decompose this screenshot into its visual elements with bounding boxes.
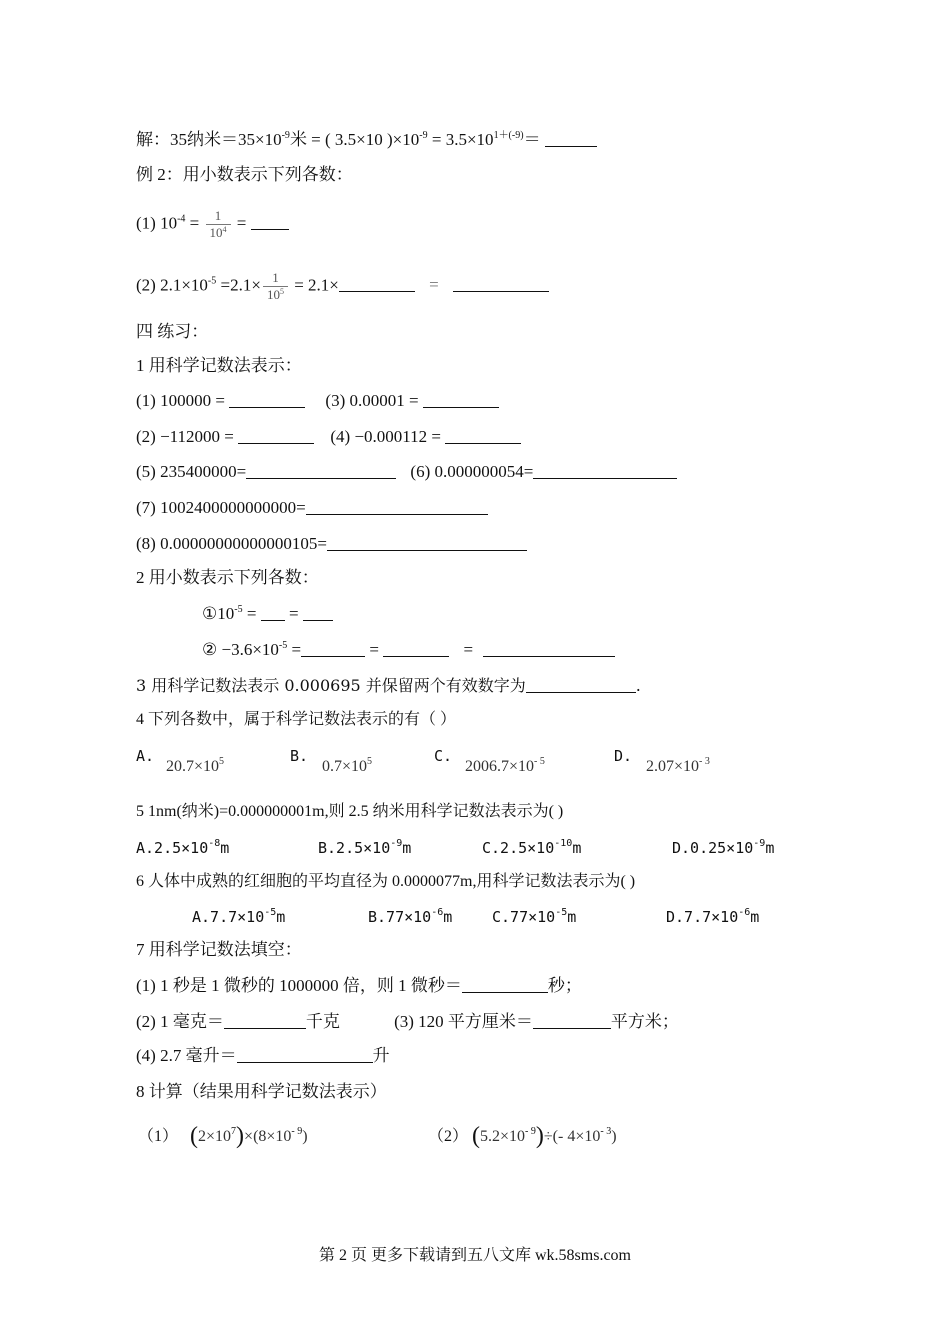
problem1-row3: (5) 235400000= (6) 0.000000054= [136, 462, 677, 482]
answer-blank[interactable] [303, 604, 333, 621]
problem7-item23: (2) 1 毫克＝ 千克 (3) 120 平方厘米＝ 平方米； [136, 1012, 679, 1031]
section-title: 四 练习： [136, 322, 209, 341]
problem1-title: 1 用科学记数法表示： [136, 356, 302, 375]
option-b: $0.7\times 10^5$ [322, 756, 373, 775]
answer-blank[interactable] [301, 640, 365, 657]
p5-option-c: $C.2.5\times 10^{-10}m$ [482, 838, 582, 857]
answer-blank[interactable] [453, 275, 549, 292]
example2-title: 例 2：用小数表示下列各数： [136, 165, 353, 184]
solution-text-3: = 3.5×10 [427, 130, 494, 149]
fraction: $\frac{1}{10^5}$ [263, 270, 288, 303]
answer-blank[interactable] [224, 1012, 306, 1029]
answer-blank[interactable] [533, 1012, 611, 1029]
problem7-item4: (4) 2.7 毫升＝ 升 [136, 1046, 390, 1065]
answer-blank[interactable] [238, 427, 314, 444]
answer-blank[interactable] [339, 275, 415, 292]
answer-blank[interactable] [445, 427, 521, 444]
answer-blank[interactable] [327, 534, 527, 551]
answer-blank[interactable] [246, 462, 396, 479]
solution-text-4: ＝ [523, 130, 541, 149]
answer-blank[interactable] [306, 498, 488, 515]
solution-line [136, 130, 597, 150]
p8-calc1: （1） $(2\times 10^7)\times(8\times 10^{- 9})$ [138, 1123, 308, 1149]
answer-blank[interactable] [533, 462, 677, 479]
option-c: $2006.7\times 10^{- 5}$ [465, 756, 545, 775]
p5-option-a: $A.2.5\times 10^{-8}m$ [136, 838, 230, 857]
problem4: 4 下列各数中，属于科学记数法表示的有（ ） [136, 711, 457, 728]
problem3: 3 用科学记数法表示 0.000695 并保留两个有效数字为 . [136, 676, 641, 695]
problem7-title: 7 用科学记数法填空： [136, 940, 302, 959]
option-a: $20.7\times 10^5$ [166, 756, 225, 775]
p6-option-d: $D.7.7\times 10^{-6}m$ [666, 907, 760, 926]
exponent: -9 [281, 130, 290, 141]
answer-blank[interactable] [526, 676, 636, 693]
problem5: 5 1nm(纳米)=0.000000001m,则 2.5 纳米用科学记数法表示为( ) [136, 803, 564, 820]
p6-option-c: $C.77\times 10^{-5}m$ [492, 907, 577, 926]
answer-blank[interactable] [229, 391, 305, 408]
answer-blank[interactable] [383, 640, 449, 657]
answer-blank[interactable] [423, 391, 499, 408]
p5-option-d: $D.0.25\times 10^{-9}m$ [672, 838, 775, 857]
problem1-row2: (2) −112000 = (4) −0.000112 = [136, 427, 521, 447]
problem1-row1: (1) 100000 = (3) 0.00001 = [136, 391, 499, 411]
problem2-item2: ② $-3.6\times 10^{-5}$ = = = [202, 640, 615, 660]
problem2-title: 2 用小数表示下列各数： [136, 568, 319, 587]
problem8-title: 8 计算（结果用科学记数法表示） [136, 1082, 387, 1101]
answer-blank[interactable] [462, 976, 548, 993]
option-letter-b: B. [290, 747, 309, 765]
problem1-row4: (7) 1002400000000000= [136, 498, 488, 518]
exponent: -9 [419, 130, 428, 141]
answer-blank[interactable] [545, 130, 597, 147]
fraction: $\frac{1}{10^4}$ [206, 208, 231, 241]
answer-blank[interactable] [483, 640, 615, 657]
answer-blank[interactable] [251, 213, 289, 230]
problem6: 6 人体中成熟的红细胞的平均直径为 0.0000077m,用科学记数法表示为( ) [136, 873, 636, 890]
problem7-item1: (1) 1 秒是 1 微秒的 1000000 倍，则 1 微秒＝ 秒； [136, 976, 582, 995]
option-d: $2.07\times 10^{- 3}$ [646, 756, 710, 775]
p5-option-b: $B.2.5\times 10^{-9}m$ [318, 838, 412, 857]
exponent: 1＋(-9) [493, 130, 524, 141]
problem1-row5: (8) 0.00000000000000105= [136, 534, 527, 554]
option-letter-c: C. [434, 747, 453, 765]
page-footer: 第 2 页 更多下载请到五八文库 wk.58sms.com [318, 1247, 631, 1264]
answer-blank[interactable] [261, 604, 285, 621]
p6-option-b: $B.77\times 10^{-6}m$ [368, 907, 453, 926]
example2-q2: (2) $2.1\times 10^{-5} =2.1\times$ $\frac{1}{10^5}$ = 2.1× = [136, 270, 549, 303]
problem2-item1: $①10^{-5}$ = = [202, 604, 333, 624]
solution-text-2: 米 = ( 3.5×10 )×10 [289, 130, 420, 149]
answer-blank[interactable] [237, 1046, 373, 1063]
option-letter-a: A. [136, 747, 155, 765]
example2-q1: (1) $10^{-4}$ = $\frac{1}{10^4}$ = [136, 208, 289, 241]
p8-calc2: （2） $(5.2\times 10^{- 9})\div(-$ $4\times 10^{- 3}$) [428, 1123, 617, 1149]
p6-option-a: $A.7.7\times 10^{-5}m$ [192, 907, 286, 926]
option-letter-d: D. [614, 747, 633, 765]
solution-text-1: 解：35纳米＝35×10 [136, 130, 282, 149]
